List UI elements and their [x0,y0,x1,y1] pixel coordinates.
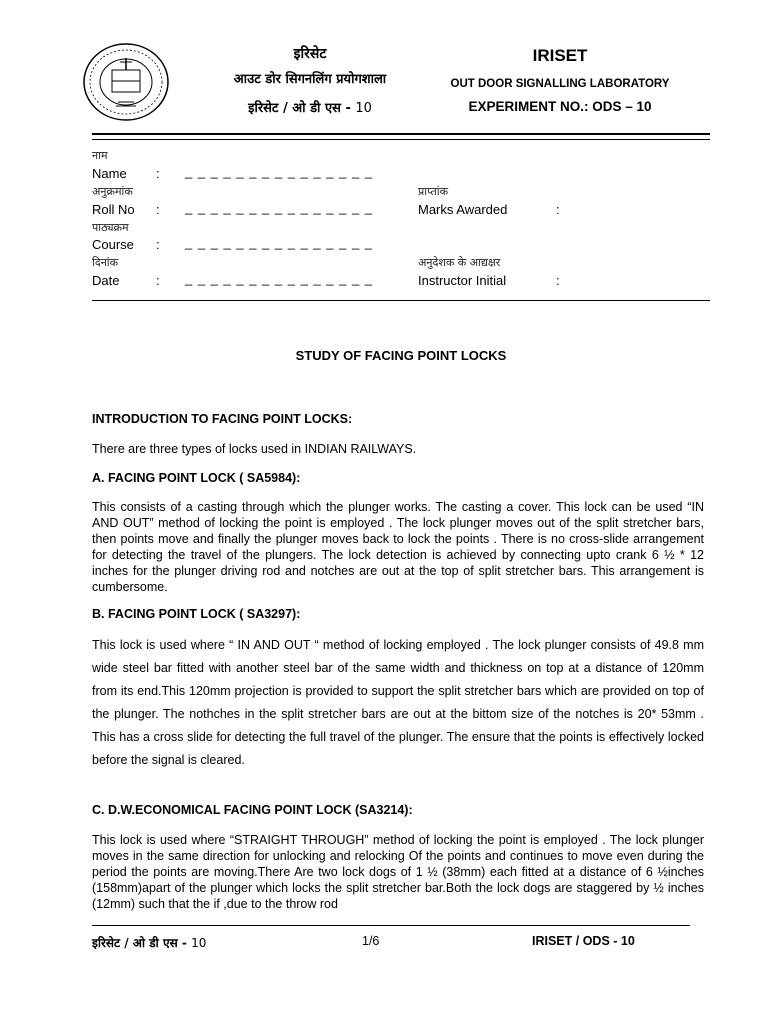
marks-colon: : [556,202,560,217]
footer-divider [92,925,690,926]
header-divider-bottom [92,139,710,140]
course-field[interactable]: _ _ _ _ _ _ _ _ _ _ _ _ _ _ _ [185,235,374,250]
instructor-colon: : [556,273,560,288]
roll-colon: : [156,202,160,217]
form-divider [92,300,710,301]
date-field[interactable]: _ _ _ _ _ _ _ _ _ _ _ _ _ _ _ [185,271,374,286]
header-lab: OUT DOOR SIGNALLING LABORATORY [450,78,670,90]
header-experiment: EXPERIMENT NO.: ODS – 10 [468,99,652,114]
name-field[interactable]: _ _ _ _ _ _ _ _ _ _ _ _ _ _ _ [185,164,374,179]
header-hindi-lab: आउट डोर सिगनलिंग प्रयोगशाला [233,72,387,87]
name-label-hindi: नाम [92,149,108,162]
instructor-label: Instructor Initial [418,273,507,288]
section-a-heading: A. FACING POINT LOCK ( SA5984): [92,471,301,485]
header-hindi-code [180,98,440,116]
section-a-text: This consists of a casting through which the plunger works. The casting a cover. This lock can be used “IN AND OUT” method of locking the point is employed . The lock plunger moves out of the split stretcher bars, then points move and finally the plunger moves back to lock the points . There is no cross-slide arrangement for detecting the travel of the plungers. The lock detection is achieved by connecting upto crank 6 ½ * 12 inches for the plunger driving rod and notches are out at the top of split stretcher bars. This arrangement is cumbersome. [92,500,704,594]
intro-text: There are three types of locks used in INDIAN RAILWAYS. [92,442,417,456]
name-label: Name [92,166,127,181]
course-label-hindi: पाठ्यक्रम [92,221,129,234]
header-hindi-code-num: 10 [355,101,372,116]
name-colon: : [156,166,160,181]
course-label: Course [92,237,134,252]
header-hindi-title: इरिसेट [293,46,327,62]
date-label-hindi: दिनांक [92,256,119,269]
marks-label-hindi: प्राप्तांक [418,185,449,198]
roll-label-hindi: अनुक्रमांक [92,185,133,198]
marks-label: Marks Awarded [418,202,508,217]
footer-right: IRISET / ODS - 10 [532,934,635,948]
iriset-emblem-icon [80,40,172,124]
section-b-heading: B. FACING POINT LOCK ( SA3297): [92,607,301,621]
section-c-heading: C. D.W.ECONOMICAL FACING POINT LOCK (SA3214): [92,803,413,817]
course-colon: : [156,237,160,252]
section-c-text: This lock is used where “STRAIGHT THROUGH” method of locking the point is employed . The lock plunger moves in the same direction for unlocking and relocking Of the points and continues to move even during the period the points are moving.There Are two lock dogs of 1 ½ (38mm) each fitted at a distance of 6 ½inches (158mm)apart of the plunger which locks the split stretcher bar.Both the lock dogs are staggered by ½ inches (12mm) such that the if ,due to the throw rod [92,833,704,911]
date-label: Date [92,273,120,288]
section-b-text: This lock is used where “ IN AND OUT “ method of locking employed . The lock plunger consists of 49.8 mm wide steel bar fitted with another steel bar of the same width and thickness on top at a distance of 120mm from its end.This 120mm projection is provided to support the split stretcher bars which are provided on top of the plunger. The nothches in the split stretcher bars are out at the bittom size of the notches is 20* 53mm . This has a cross slide for detecting the full travel of the plunger. The ensure that the points is effectively locked before the signal is cleared. [92,638,704,767]
footer-left [92,934,206,951]
header-title: IRISET [532,46,588,65]
footer-left-num: 10 [191,936,207,950]
header-hindi-code-text: इरिसेट / ओ डी एस - [248,101,351,116]
instructor-label-hindi: अनुदेशक के आद्यक्षर [418,256,501,269]
footer-page-number: 1/6 [362,934,380,948]
date-colon: : [156,273,160,288]
footer-left-hindi: इरिसेट / ओ डी एस - [92,936,187,950]
roll-label: Roll No [92,202,135,217]
header-divider-top [92,133,710,135]
roll-field[interactable]: _ _ _ _ _ _ _ _ _ _ _ _ _ _ _ [185,200,374,215]
intro-heading: INTRODUCTION TO FACING POINT LOCKS: [92,412,353,426]
document-title: STUDY OF FACING POINT LOCKS [295,348,507,363]
